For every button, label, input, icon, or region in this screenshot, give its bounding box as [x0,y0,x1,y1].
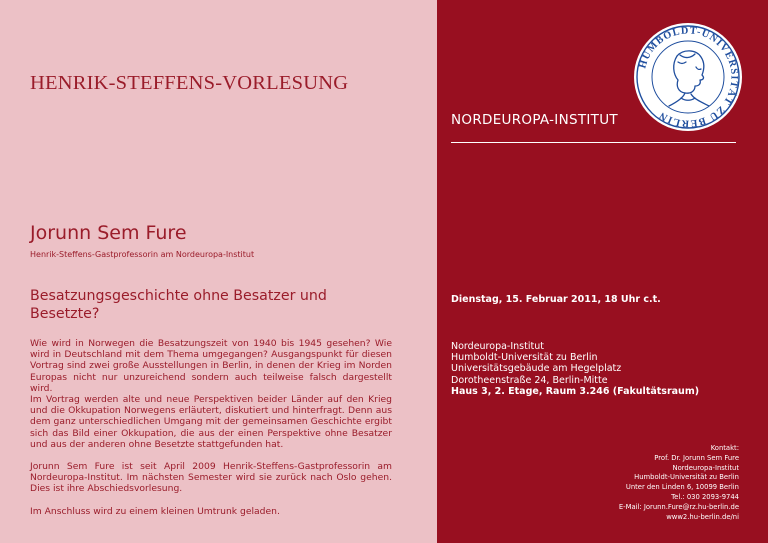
institute-name: NORDEUROPA-INSTITUT [451,112,618,128]
venue-line: Humboldt-Universität zu Berlin [451,352,598,364]
contact-website[interactable]: www2.hu-berlin.de/ni [666,512,739,521]
contact-line: Humboldt-Universität zu Berlin [634,473,739,482]
venue-address [451,341,699,397]
venue-line: Universitätsgebäude am Hegelplatz [451,363,622,375]
talk-title-line: Besatzungsgeschichte ohne Besatzer und [30,288,327,304]
abstract-paragraph: Jorunn Sem Fure ist seit April 2009 Henrik-Steffens-Gastprofessorin am Nordeuropa-Institut. Im nächsten Semester wird sie zurück nach Oslo gehen. Dies ist ihre Abschiedsvorlesung. [30,461,392,495]
contact-line: Unter den Linden 6, 10099 Berlin [625,483,739,492]
speaker-name: Jorunn Sem Fure [30,222,187,244]
divider-rule [451,142,736,143]
abstract-paragraph: Im Vortrag werden alte und neue Perspektiven beider Länder auf den Krieg und die Okkupation Norwegens erläutert, diskutiert und hinterfragt. Denn aus dem ganz unterschiedlichen Umgang mit der gemeinsamen Geschichte ergibt sich das Bild einer Okkupation, die aus der einen Perspektive ohne Besatzer und aus der anderen ohne Besetzte stattgefunden hat. [30,394,392,450]
abstract-paragraph: Im Anschluss wird zu einem kleinen Umtrunk geladen. [30,505,280,517]
venue-line: Nordeuropa-Institut [451,341,544,352]
contact-line: Tel.: 030 2093-9744 [671,492,739,501]
talk-title-line: Besetzte? [30,306,100,322]
venue-line: Dorotheenstraße 24, Berlin-Mitte [451,374,608,386]
event-date: Dienstag, 15. Februar 2011, 18 Uhr c.t. [451,294,661,305]
contact-email[interactable]: E-Mail: Jorunn.Fure@rz.hu-berlin.de [618,502,739,511]
contact-line: Prof. Dr. Jorunn Sem Fure [654,453,739,462]
contact-line: Kontakt: [710,444,739,452]
abstract-paragraph: Wie wird in Norwegen die Besatzungszeit von 1940 bis 1945 gesehen? Wie wird in Deutschland mit dem Thema umgegangen? Ausgangspunkt für diesen Vortrag sind zwei große Ausstellungen in Berlin, in denen der Krieg im Norden Europas nicht nur unzureichend sondern auch teilweise falsch dargestellt wird. [30,338,392,394]
speaker-role: Henrik-Steffens-Gastprofessorin am Nordeuropa-Institut [30,250,255,259]
venue-room: Haus 3, 2. Etage, Raum 3.246 (Fakultätsraum) [451,385,700,397]
contact-line: Nordeuropa-Institut [672,463,739,472]
contact-block [619,444,739,522]
seal-ring-text: HUMBOLDT-UNIVERSITÄT ZU BERLIN [637,25,740,129]
abstract [30,338,392,517]
humboldt-university-seal-icon [633,22,743,132]
series-title: HENRIK-STEFFENS-VORLESUNG [30,72,349,94]
talk-title [30,287,360,323]
